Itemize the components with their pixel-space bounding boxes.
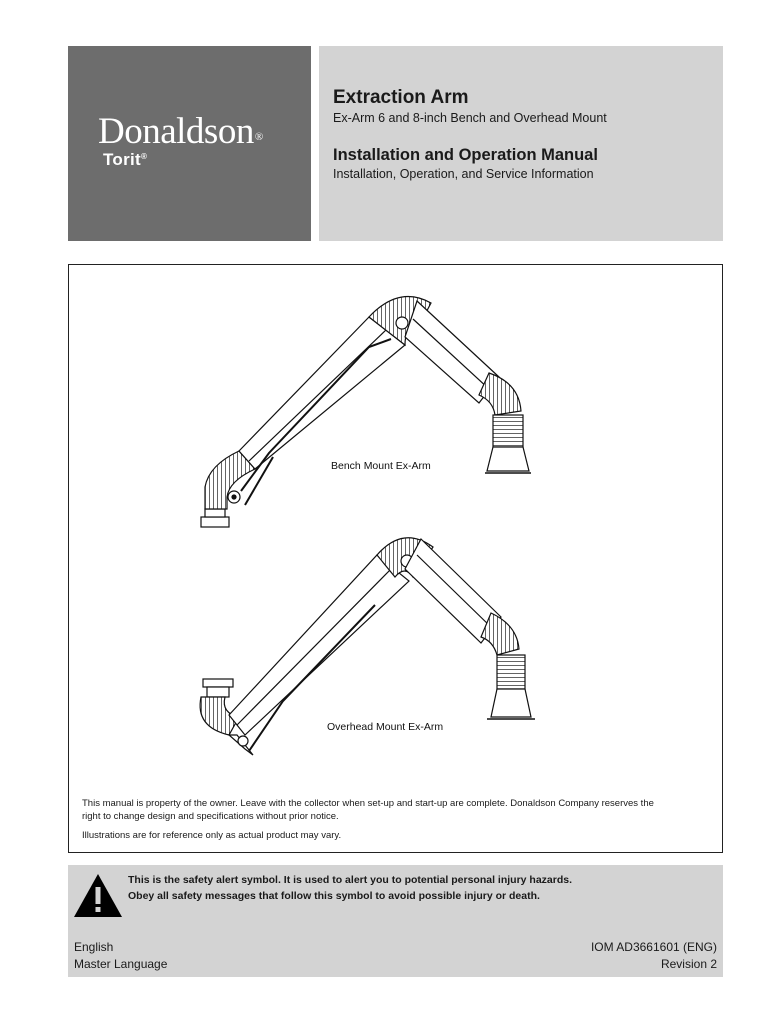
warning-triangle-icon: [72, 871, 124, 919]
brand-sub: Torit®: [103, 150, 148, 169]
language-label: English: [74, 940, 114, 954]
ownership-note-continued: right to change design and specifications without prior notice.: [82, 811, 339, 822]
document-title: Extraction Arm: [333, 87, 469, 108]
illustration-note: Illustrations are for reference only as actual product may vary.: [82, 830, 342, 841]
extraction-arm-illustrations: [69, 265, 722, 765]
revision-label: Revision 2: [660, 957, 717, 971]
illustration-frame: [68, 264, 723, 853]
safety-alert-line-2: Obey all safety messages that follow this symbol to avoid possible injury or death.: [128, 890, 540, 902]
manual-subtitle: Installation, Operation, and Service Information: [333, 167, 594, 181]
brand-name: Donaldson®: [98, 111, 263, 152]
overhead-caption: Overhead Mount Ex-Arm: [327, 721, 444, 733]
bench-caption: Bench Mount Ex-Arm: [331, 460, 431, 472]
ownership-note: This manual is property of the owner. Leave with the collector when set-up and start-up are complete. Donaldson Company reserves the: [82, 798, 654, 809]
manual-title: Installation and Operation Manual: [333, 146, 598, 164]
safety-alert-line-1: This is the safety alert symbol. It is used to alert you to potential personal injury hazards.: [128, 874, 573, 886]
language-note: Master Language: [74, 957, 168, 971]
brand-logo-panel: [68, 46, 311, 241]
title-panel: [319, 46, 723, 241]
safety-alert-panel: [68, 865, 723, 977]
document-id: IOM AD3661601 (ENG): [590, 940, 717, 954]
bench-mount-arm-drawing: [201, 297, 531, 527]
document-subtitle: Ex-Arm 6 and 8-inch Bench and Overhead Mount: [333, 111, 607, 125]
